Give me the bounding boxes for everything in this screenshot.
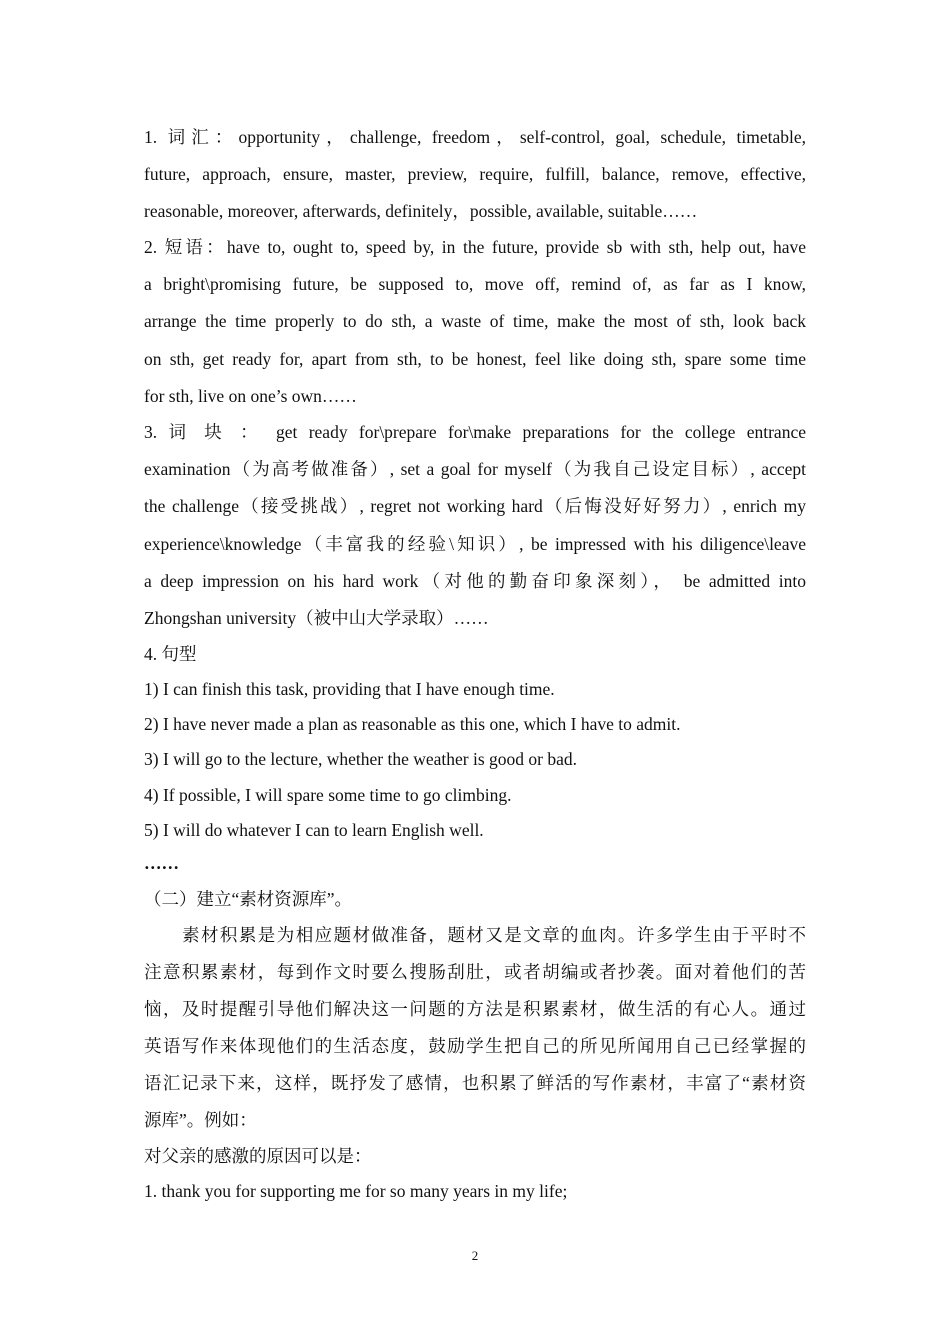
chunks-line-3: the challenge（接受挑战）, regret not working hard（后悔没好好努力）, enrich my [144,496,806,516]
paragraph-line-5: 语汇记录下来，这样，既抒发了感情，也积累了鲜活的写作素材，丰富了“素材资 [144,1073,806,1093]
phrases-line-4: on sth, get ready for, apart from sth, to be honest, feel like doing sth, spare some time [144,349,806,369]
sentence-pattern-4: 4) If possible, I will spare some time to go climbing. [144,785,512,805]
paragraph-line-4: 英语写作来体现他们的生活态度，鼓励学生把自己的所见所闻用自己已经掌握的 [144,1036,806,1056]
page-number: 2 [471,1248,479,1263]
phrases-line-1: 2. 短语：have to, ought to, speed by, in the future, provide sb with sth, help out, have [144,237,806,257]
sentence-pattern-3: 3) I will go to the lecture, whether the weather is good or bad. [144,749,577,769]
sentence-patterns-heading: 4. 句型 [144,644,197,664]
phrases-line-3: arrange the time properly to do sth, a waste of time, make the most of sth, look back [144,311,806,331]
ellipsis-line: …… [144,853,179,873]
section-heading: （二）建立“素材资源库”。 [144,889,353,909]
paragraph-line-3: 恼，及时提醒引导他们解决这一问题的方法是积累素材，做生活的有心人。通过 [144,999,806,1019]
phrases-line-5: for sth, live on one’s own…… [144,386,357,406]
example-intro: 对父亲的感激的原因可以是： [144,1146,372,1166]
phrases-line-2: a bright\promising future, be supposed to, move off, remind of, as far as I know, [144,274,806,294]
paragraph-line-2: 注意积累素材，每到作文时要么搜肠刮肚，或者胡编或者抄袭。面对着他们的苦 [144,962,806,982]
vocabulary-line-3: reasonable, moreover, afterwards, definitely，possible, available, suitable…… [144,201,698,221]
chunks-line-6: Zhongshan university（被中山大学录取）…… [144,608,489,628]
example-item-1: 1. thank you for supporting me for so many years in my life; [144,1181,568,1201]
vocabulary-line-2: future, approach, ensure, master, preview, require, fulfill, balance, remove, effective, [144,164,806,184]
chunks-line-4: experience\knowledge（丰富我的经验\知识）, be impressed with his diligence\leave [144,534,806,554]
sentence-pattern-2: 2) I have never made a plan as reasonable as this one, which I have to admit. [144,714,681,734]
paragraph-line-6: 源库”。例如： [144,1110,257,1130]
sentence-pattern-1: 1) I can finish this task, providing that I have enough time. [144,679,555,699]
chunks-line-5: a deep impression on his hard work（对他的勤奋印象深刻）， be admitted into [144,571,806,591]
chunks-line-2: examination（为高考做准备）, set a goal for myself（为我自己设定目标）, accept [144,459,806,479]
chunks-line-1: 3. 词 块 ： get ready for\prepare for\make preparations for the college entrance [144,422,806,442]
sentence-pattern-5: 5) I will do whatever I can to learn English well. [144,820,484,840]
vocabulary-line-1: 1. 词汇：opportunity，challenge, freedom，self-control, goal, schedule, timetable, [144,127,806,147]
paragraph-line-1: 素材积累是为相应题材做准备，题材又是文章的血肉。许多学生由于平时不 [182,925,806,945]
